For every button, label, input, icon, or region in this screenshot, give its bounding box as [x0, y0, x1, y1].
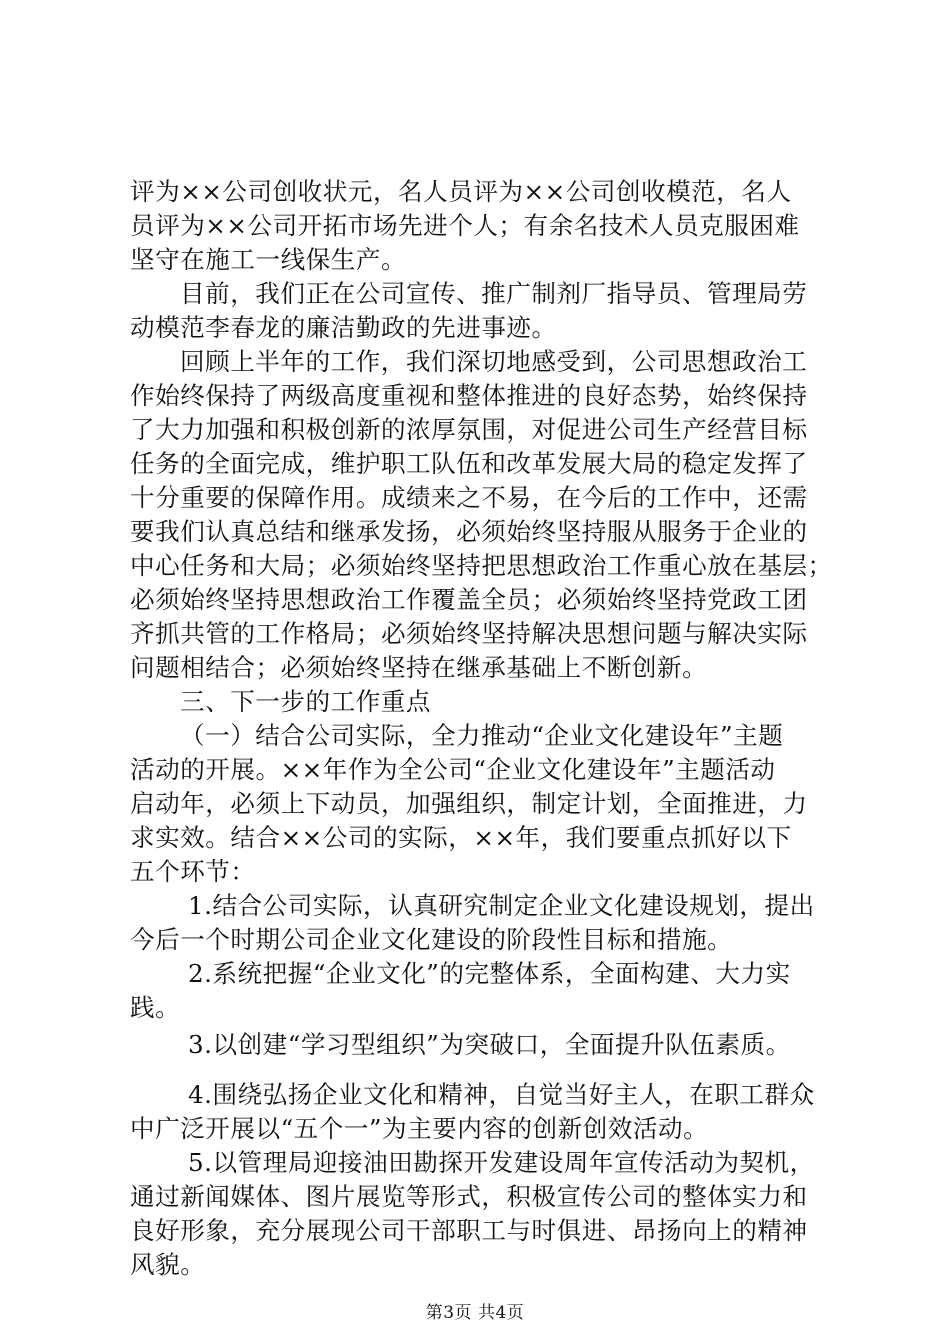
section-heading: 三、下一步的工作重点: [180, 687, 431, 716]
text-line: 目前，我们正在公司宣传、推广制剂厂指导员、管理局劳: [180, 279, 808, 308]
text-line: 践。: [130, 993, 181, 1022]
text-line: 3.以创建“学习型组织”为突破口，全面提升队伍素质。: [188, 1030, 791, 1059]
text-line: 任务的全面完成，维护职工队伍和改革发展大局的稳定发挥了: [130, 449, 808, 478]
text-line: 2.系统把握“企业文化”的完整体系，全面构建、大力实: [188, 959, 791, 988]
text-line: 今后一个时期公司企业文化建设的阶段性目标和措施。: [130, 925, 733, 954]
text-line: 1.结合公司实际，认真研究制定企业文化建设规划，提出: [188, 891, 815, 920]
text-line: 了大力加强和积极创新的浓厚氛围，对促进公司生产经营目标: [130, 415, 808, 444]
text-line: 启动年，必须上下动员，加强组织，制定计划，全面推进，力: [130, 789, 808, 818]
text-line: 要我们认真总结和继承发扬，必须始终坚持服从服务于企业的: [130, 517, 808, 546]
text-line: 回顾上半年的工作，我们深切地感受到，公司思想政治工: [180, 347, 808, 376]
text-line: 风貌。: [130, 1250, 206, 1279]
text-line: 齐抓共管的工作格局；必须始终坚持解决思想问题与解决实际: [130, 619, 808, 648]
text-line: 中广泛开展以“五个一”为主要内容的创新创效活动。: [130, 1114, 709, 1143]
text-line: 必须始终坚持思想政治工作覆盖全员；必须始终坚持党政工团: [130, 585, 808, 614]
text-line: 作始终保持了两级高度重视和整体推进的良好态势，始终保持: [130, 381, 808, 410]
text-line: 动模范李春龙的廉洁勤政的先进事迹。: [130, 313, 557, 342]
text-line: 活动的开展。××年作为全公司“企业文化建设年”主题活动: [130, 755, 776, 784]
text-line: 评为××公司创收状元，名人员评为××公司创收模范，名人: [130, 177, 792, 206]
text-line: 4.围绕弘扬企业文化和精神，自觉当好主人，在职工群众: [188, 1080, 815, 1109]
text-line: （一）结合公司实际，全力推动“企业文化建设年”主题: [180, 721, 784, 750]
text-line: 五个环节：: [130, 857, 256, 886]
text-line: 员评为××公司开拓市场先进个人；有余名技术人员克服困难: [130, 211, 800, 240]
text-line: 良好形象，充分展现公司干部职工与时俱进、昂扬向上的精神: [130, 1216, 808, 1245]
text-line: 通过新闻媒体、图片展览等形式，积极宣传公司的整体实力和: [130, 1182, 808, 1211]
text-line: 求实效。结合××公司的实际，××年，我们要重点抓好以下: [130, 823, 792, 852]
text-line: 中心任务和大局；必须始终坚持把思想政治工作重心放在基层；: [130, 551, 833, 580]
page-footer: 第3页 共4页: [425, 1303, 525, 1323]
text-line: 十分重要的保障作用。成绩来之不易，在今后的工作中，还需: [130, 483, 808, 512]
text-line: 问题相结合；必须始终坚持在继承基础上不断创新。: [130, 653, 708, 682]
text-line: 5.以管理局迎接油田勘探开发建设周年宣传活动为契机，: [188, 1148, 815, 1177]
text-line: 坚守在施工一线保生产。: [130, 245, 407, 274]
